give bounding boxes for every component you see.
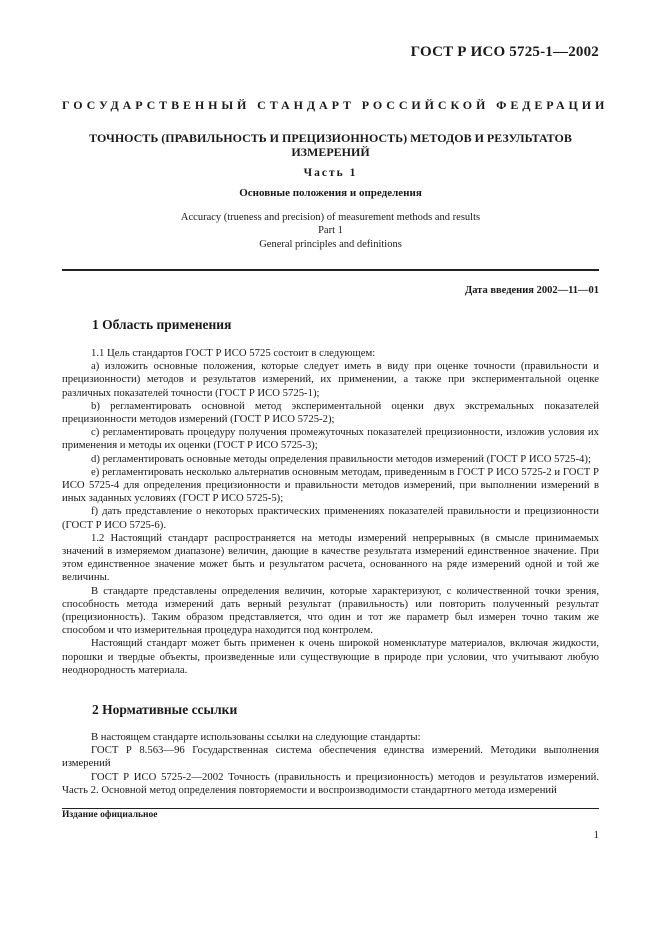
paragraph: В настоящем стандарте использованы ссылки на следующие стандарты:: [91, 731, 421, 743]
section-2-title: 2 Нормативные ссылки: [92, 702, 238, 717]
paragraph: е) регламентировать несколько альтернатив основным методам, приведенным в ГОСТ Р ИСО 5725-2 и ГОСТ Р ИСО 5725-4 для определения прецизионности и правильности методов измерений, при выполнении измерений в иных заданных условиях (ГОСТ Р ИСО 5725-5);: [62, 465, 599, 505]
footer-divider: [62, 808, 599, 809]
paragraph: b) регламентировать основной метод экспериментальной оценки двух экстремальных показателей прецизионности методов измерений (ГОСТ Р ИСО 5725-2);: [62, 399, 599, 426]
section-2-body: [62, 731, 599, 797]
introduction-date: Дата введения 2002—11—01: [464, 285, 599, 296]
document-code: ГОСТ Р ИСО 5725-1—2002: [410, 44, 599, 60]
section-1-body: [62, 347, 599, 677]
title-en-line: General principles and definitions: [259, 238, 402, 250]
document-title-ru: ТОЧНОСТЬ (ПРАВИЛЬНОСТЬ И ПРЕЦИЗИОННОСТЬ) МЕТОДОВ И РЕЗУЛЬТАТОВ ИЗМЕРЕНИЙ: [89, 131, 572, 159]
document-subtitle-ru: Основные положения и определения: [239, 187, 422, 199]
official-edition-label: Издание официальное: [62, 810, 158, 820]
state-standard-heading: ГОСУДАРСТВЕННЫЙ СТАНДАРТ РОССИЙСКОЙ ФЕДЕРАЦИИ: [62, 98, 609, 112]
paragraph: В стандарте представлены определения величин, которые характеризуют, с количественной точки зрения, способность метода измерений дать верный результат (правильность) или повторить полученный результат (прецизионность). Таким образом представляется, что один и тот же параметр был измерен точно таким же способом и что измерительная процедура находится под контролем.: [62, 584, 599, 637]
paragraph: 1.1 Цель стандартов ГОСТ Р ИСО 5725 состоит в следующем:: [91, 347, 376, 359]
section-1-title: 1 Область применения: [92, 317, 232, 332]
paragraph: f) дать представление о некоторых практических применениях показателей правильности и прецизионности (ГОСТ Р ИСО 5725-6).: [62, 505, 599, 531]
title-en-line: Accuracy (trueness and precision) of measurement methods and results: [180, 212, 481, 223]
paragraph: с) регламентировать процедуру получения промежуточных показателей прецизионности, изложив условия их применения и методы их оценки (ГОСТ Р ИСО 5725-3);: [62, 426, 599, 452]
paragraph: Настоящий стандарт может быть применен к очень широкой номенклатуре материалов, включая жидкости, порошки и твердые объекты, произведенные или существующие в природе при условии, что учитывают любую неоднородность материала.: [62, 637, 599, 676]
paragraph: а) изложить основные положения, которые следует иметь в виду при оценке точности (правильности и прецизионности) методов и результатов измерений, их применении, а также при экспериментальной оценке различных показателей точности (ГОСТ Р ИСО 5725-1);: [62, 360, 599, 399]
part-label-ru: Часть 1: [303, 167, 358, 179]
header-divider: [62, 269, 599, 271]
document-title-en: [62, 211, 599, 251]
paragraph: ГОСТ Р ИСО 5725-2—2002 Точность (правильность и прецизионность) методов и результатов измерений. Часть 2. Основной метод определения повторяемости и воспроизводимости стандартного метода измерений: [62, 770, 599, 796]
paragraph: 1.2 Настоящий стандарт распространяется на методы измерений непрерывных (в смысле принимаемых значений в измеряемом диапазоне) величин, дающие в качестве результата измерений единственное значение. При этом единственное значение может быть и результатом расчета, основанного на ряде измерений одной и той же величины.: [62, 531, 599, 584]
title-en-line: Part 1: [318, 225, 343, 237]
paragraph: ГОСТ Р 8.563—96 Государственная система обеспечения единства измерений. Методики выполнения измерений: [62, 744, 599, 770]
page-number: 1: [593, 829, 599, 841]
paragraph: d) регламентировать основные методы определения правильности методов измерений (ГОСТ Р ИСО 5725-4);: [91, 452, 591, 465]
